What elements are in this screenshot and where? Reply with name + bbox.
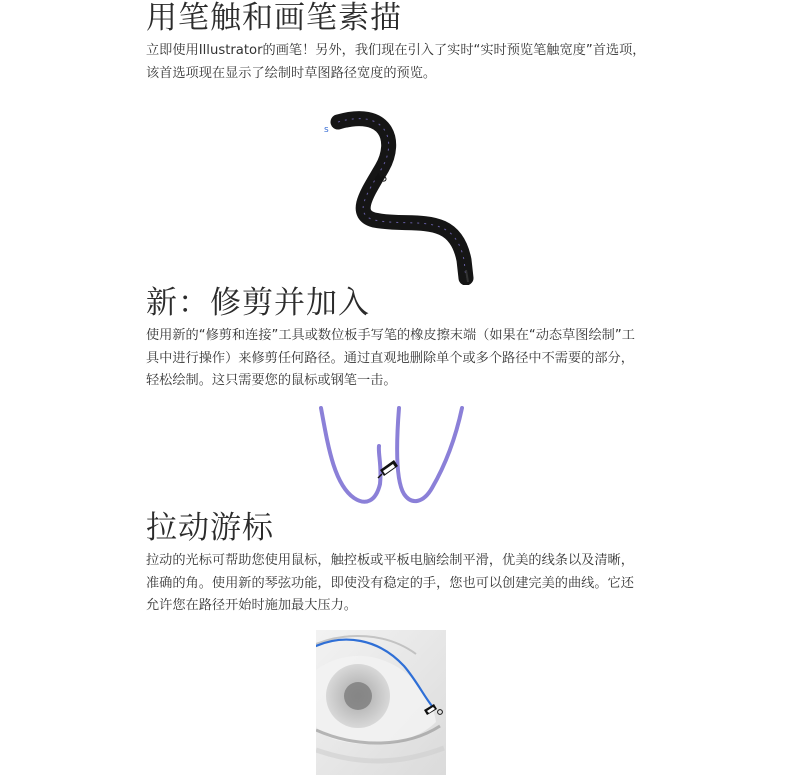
section-body: 使用新的“修剪和连接”工具或数位板手写笔的橡皮擦末端（如果在“动态草图绘制”工具中进行操作）来修剪任何路径。通过直观地删除单个或多个路径中不需要的部分，轻松绘制。这只需要您的鼠标或钢笔一击。 bbox=[146, 328, 635, 388]
feature-section-sketch bbox=[146, 0, 646, 85]
section-body: 拉动的光标可帮助您使用鼠标，触控板或平板电脑绘制平滑，优美的线条以及清晰，准确的角。使用新的琴弦功能，即使没有稳定的手，您也可以创建完美的曲线。它还允许您在路径开始时施加最大压力。 bbox=[146, 553, 634, 613]
section-body: 立即使用Illustrator的画笔！另外，我们现在引入了实时“实时预览笔触宽度”首选项，该首选项现在显示了绘制时草图路径宽度的预览。 bbox=[146, 43, 646, 81]
section-title: 拉动游标 bbox=[146, 510, 274, 546]
feature-section-cursor bbox=[146, 508, 646, 618]
svg-text:s: s bbox=[324, 125, 329, 135]
brush-stroke-illustration bbox=[316, 110, 486, 285]
trim-join-illustration bbox=[316, 406, 466, 506]
eye-sketch-illustration bbox=[316, 630, 446, 775]
feature-section-trim bbox=[146, 283, 646, 393]
section-title: 新：修剪并加入 bbox=[146, 285, 370, 321]
section-title: 用笔触和画笔素描 bbox=[146, 0, 402, 36]
